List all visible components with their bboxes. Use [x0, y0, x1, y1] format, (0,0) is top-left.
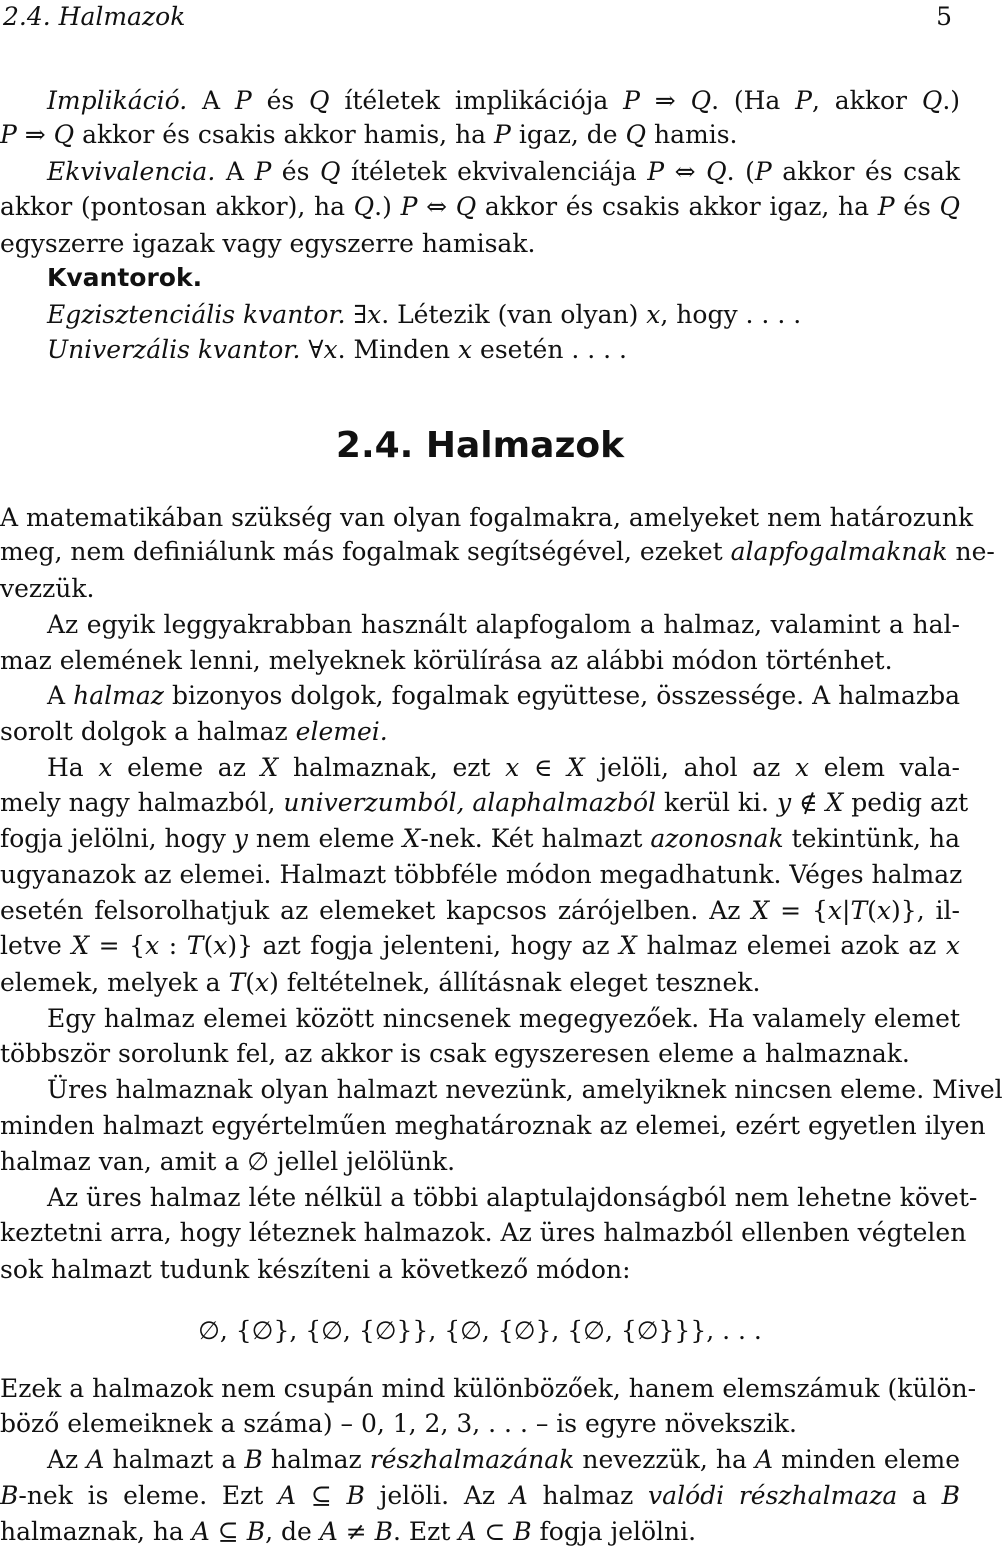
text-span: )} azt fogja jelenteni, hogy az — [227, 931, 620, 960]
text-line — [0, 715, 960, 749]
text-span: ∉ — [791, 788, 826, 817]
text-line — [0, 1253, 960, 1287]
text-span: Az — [47, 1445, 87, 1474]
text-span: ( — [245, 968, 255, 997]
text-span: tekintünk, ha — [783, 824, 960, 853]
text-span: halmaz — [262, 1445, 370, 1474]
text-span: ∈ — [519, 753, 567, 782]
text-span: böző elemeiknek a száma) – 0, 1, 2, 3, . . . – is egyre növekszik. — [0, 1409, 797, 1438]
text-line — [0, 894, 960, 928]
text-line — [47, 1002, 960, 1036]
text-span: , de — [265, 1517, 320, 1546]
text-span: x — [458, 335, 473, 364]
text-span: B — [0, 1481, 19, 1510]
text-span: halmaz elemei azok az — [636, 931, 946, 960]
text-span: minden halmazt egyértelműen meghatároznak az elemei, ezért egyetlen ilyen — [0, 1111, 986, 1140]
text-span: ⊆ — [209, 1517, 247, 1546]
text-span: P — [234, 86, 252, 115]
text-span: Q — [706, 157, 727, 186]
text-span: y — [233, 824, 248, 853]
text-span: T — [186, 931, 204, 960]
text-span: halmaz van, amit a ∅ jellel jelölünk. — [0, 1147, 456, 1176]
page-number: 5 — [936, 2, 952, 31]
text-span: hamis. — [646, 120, 738, 149]
text-span: )}, il- — [891, 896, 960, 925]
text-line — [0, 535, 995, 569]
text-span: ∃ — [345, 300, 368, 329]
text-span: akkor és csakis akkor hamis, ha — [74, 120, 495, 149]
text-span: bizonyos dolgok, fogalmak együttese, összessége. A halmazba — [163, 681, 960, 710]
text-span: elemek, melyek a — [0, 968, 229, 997]
text-span: jelöli, ahol az — [584, 753, 795, 782]
text-span: akkor és csakis akkor igaz, ha — [476, 192, 878, 221]
text-span: B — [244, 1445, 263, 1474]
text-span: x — [945, 931, 960, 960]
text-span: Q — [309, 86, 330, 115]
text-line — [47, 84, 960, 118]
text-span: A — [187, 86, 235, 115]
text-span: x — [505, 753, 520, 782]
text-span: P — [647, 157, 665, 186]
text-span: = { — [89, 931, 146, 960]
text-span: halmaz — [73, 681, 164, 710]
text-span: fogja jelölni. — [531, 1517, 697, 1546]
text-span: fogja jelölni, hogy — [0, 824, 234, 853]
text-span: ( — [203, 931, 214, 960]
text-span: | — [842, 896, 851, 925]
text-span: ≠ — [337, 1517, 375, 1546]
text-span: akkor (pontosan akkor), ha — [0, 192, 354, 221]
text-line — [0, 858, 963, 892]
text-span: B — [346, 1481, 365, 1510]
text-line — [47, 608, 960, 642]
text-span: ⇔ — [664, 157, 707, 186]
text-line — [0, 1216, 967, 1250]
text-span: A — [47, 681, 74, 710]
text-span: Q — [921, 86, 943, 115]
text-span: x — [213, 931, 228, 960]
text-span: T — [228, 968, 246, 997]
text-span: ugyanazok az elemei. Halmazt többféle módon megadhatunk. Véges halmaz — [0, 860, 963, 889]
text-line — [0, 1145, 960, 1179]
text-span: ( — [867, 896, 877, 925]
text-span: vezzük. — [0, 574, 95, 603]
text-span: P — [494, 120, 511, 149]
text-span: . Minden — [337, 335, 458, 364]
text-span: Egy halmaz elemei között nincsenek megegyezőek. Ha valamely elemet — [47, 1004, 960, 1033]
running-header-title: 2.4. Halmazok — [3, 2, 186, 31]
text-span: Q — [625, 120, 647, 149]
text-span: esetén . . . . — [472, 335, 627, 364]
text-span: Q — [690, 86, 712, 115]
text-span: P — [623, 86, 640, 115]
text-span: keztetni arra, hogy léteznek halmazok. Az üres halmazból ellenben végtelen — [0, 1218, 967, 1247]
text-line — [47, 298, 960, 332]
text-span: azonosnak — [650, 824, 784, 853]
text-span: x — [254, 968, 270, 997]
text-span: ne- — [947, 537, 995, 566]
text-span: : — [159, 931, 187, 960]
text-span: Q — [939, 192, 961, 221]
text-line — [47, 1181, 978, 1215]
text-span: elemei. — [295, 717, 388, 746]
text-line — [0, 1037, 960, 1071]
text-span: esetén felsorolhatjuk az elemeket kapcsos zárójelben. Az — [0, 896, 752, 925]
text-span: = { — [769, 896, 828, 925]
text-span: X — [825, 788, 844, 817]
text-span: Q — [353, 192, 375, 221]
text-span: Ekvivalencia. — [47, 157, 216, 186]
text-span: P — [754, 157, 772, 186]
text-line — [0, 644, 960, 678]
text-span: . Létezik (van olyan) — [381, 300, 647, 329]
text-span: halmaznak, ezt — [278, 753, 506, 782]
text-line — [0, 1479, 960, 1513]
text-span: többször sorolunk fel, az akkor is csak egyszeresen eleme a halmaznak. — [0, 1039, 910, 1068]
text-span: valódi részhalmaza — [648, 1481, 898, 1510]
text-line — [47, 1443, 960, 1477]
text-span: a — [897, 1481, 942, 1510]
text-span: A — [191, 1517, 210, 1546]
text-span: X — [71, 931, 90, 960]
text-span: . ( — [726, 157, 755, 186]
text-line — [47, 751, 960, 785]
text-line — [0, 572, 960, 606]
text-span: A — [86, 1445, 105, 1474]
text-line — [47, 261, 960, 295]
text-span: x — [367, 300, 382, 329]
text-span: univerzumból, alaphalmazból — [283, 788, 657, 817]
text-span: ítéletek implikációja — [329, 86, 624, 115]
text-span: P — [254, 157, 272, 186]
text-span: ítéletek ekvivalenciája — [340, 157, 648, 186]
text-span: Ha — [47, 753, 99, 782]
text-span: Egzisztenciális kvantor. — [47, 300, 346, 329]
text-span: halmaznak, ha — [0, 1517, 192, 1546]
text-line — [0, 501, 974, 535]
text-span: P — [0, 120, 17, 149]
text-line — [47, 155, 960, 189]
text-span: A — [754, 1445, 774, 1474]
text-span: nevezzük, ha — [574, 1445, 755, 1474]
text-span: pedig azt — [843, 788, 969, 817]
text-span: T — [850, 896, 868, 925]
text-line — [0, 966, 960, 1000]
text-span: Kvantorok. — [47, 263, 203, 292]
text-span: ⇒ — [639, 86, 691, 115]
text-span: maz elemének lenni, melyeknek körülírása az alábbi módon történhet. — [0, 646, 893, 675]
text-span: ⊆ — [296, 1481, 347, 1510]
text-span: Q — [319, 157, 341, 186]
text-line — [0, 118, 960, 152]
text-span: X — [260, 753, 279, 782]
text-span: ⇒ — [16, 120, 54, 149]
text-span: x — [646, 300, 661, 329]
text-line — [0, 786, 969, 820]
text-span: P — [795, 86, 812, 115]
text-span: x — [794, 753, 810, 782]
text-span: A — [215, 157, 255, 186]
text-span: P — [400, 192, 418, 221]
text-span: részhalmazának — [369, 1445, 575, 1474]
text-span: Q — [53, 120, 75, 149]
text-span: Q — [455, 192, 477, 221]
text-span: igaz, de — [510, 120, 626, 149]
text-line — [47, 333, 960, 367]
text-line — [0, 227, 960, 261]
text-span: B — [513, 1517, 532, 1546]
text-line — [0, 1109, 986, 1143]
text-span: x — [98, 753, 113, 782]
text-span: B — [246, 1517, 266, 1546]
text-line — [0, 929, 960, 963]
text-span: nem eleme — [247, 824, 403, 853]
text-span: Implikáció. — [47, 86, 188, 115]
text-span: ∅, {∅}, {∅, {∅}}, {∅, {∅}, {∅, {∅}}}, . . . — [198, 1316, 762, 1345]
text-span: , hogy . . . . — [660, 300, 802, 329]
text-span: és — [894, 192, 940, 221]
text-span: .) — [374, 192, 401, 221]
text-line — [0, 822, 960, 856]
text-span: ⊂ — [476, 1517, 514, 1546]
text-span: x — [145, 931, 160, 960]
text-span: halmazt a — [104, 1445, 245, 1474]
text-span: alapfogalmaknak — [730, 537, 948, 566]
text-span: sok halmazt tudunk készíteni a következő módon: — [0, 1255, 631, 1284]
text-span: , akkor — [811, 86, 922, 115]
text-span: jelöli. Az — [364, 1481, 510, 1510]
text-span: és — [271, 157, 320, 186]
text-span: X — [619, 931, 637, 960]
text-span: elem vala- — [809, 753, 960, 782]
text-span: y — [776, 788, 792, 817]
text-span: X — [566, 753, 585, 782]
text-span: A — [319, 1517, 338, 1546]
text-line — [0, 190, 960, 224]
text-span: ⇔ — [417, 192, 456, 221]
text-span: X — [402, 824, 421, 853]
text-span: mely nagy halmazból, — [0, 788, 284, 817]
text-span: -nek. Két halmazt — [420, 824, 651, 853]
text-span: akkor és csak — [771, 157, 961, 186]
section-heading: 2.4. Halmazok — [335, 425, 625, 466]
text-span: meg, nem definiálunk más fogalmak segítségével, ezeket — [0, 537, 731, 566]
text-span: Univerzális kvantor. — [47, 335, 301, 364]
text-line — [0, 1314, 960, 1348]
text-span: ∀ — [300, 335, 324, 364]
text-span: -nek is eleme. Ezt — [18, 1481, 279, 1510]
text-span: x — [323, 335, 338, 364]
text-span: B — [941, 1481, 960, 1510]
text-line — [0, 1372, 977, 1406]
text-span: A — [458, 1517, 477, 1546]
text-span: A — [509, 1481, 528, 1510]
text-span: ) feltételnek, állításnak eleget tesznek. — [269, 968, 761, 997]
text-line — [47, 1073, 1003, 1107]
text-span: A matematikában szükség van olyan fogalmakra, amelyeket nem határozunk — [0, 503, 974, 532]
text-span: . Ezt — [393, 1517, 459, 1546]
text-span: minden eleme — [773, 1445, 961, 1474]
text-span: A — [278, 1481, 297, 1510]
text-span: letve — [0, 931, 72, 960]
text-span: Üres halmaznak olyan halmazt nevezünk, amelyiknek nincsen eleme. Mivel — [47, 1075, 1003, 1104]
text-line — [0, 1407, 960, 1441]
text-span: x — [876, 896, 892, 925]
text-span: P — [877, 192, 895, 221]
text-span: Az egyik leggyakrabban használt alapfogalom a halmaz, valamint a hal- — [47, 610, 960, 639]
text-span: . (Ha — [711, 86, 796, 115]
text-span: halmaz — [527, 1481, 649, 1510]
text-span: egyszerre igazak vagy egyszerre hamisak. — [0, 229, 536, 258]
text-span: és — [251, 86, 310, 115]
text-span: B — [374, 1517, 393, 1546]
text-span: sorolt dolgok a halmaz — [0, 717, 296, 746]
text-span: Ezek a halmazok nem csupán mind különbözőek, hanem elemszámuk (külön- — [0, 1374, 977, 1403]
text-line — [0, 1515, 960, 1549]
text-span: eleme az — [112, 753, 261, 782]
text-span: Az üres halmaz léte nélkül a többi alaptulajdonságból nem lehetne követ- — [47, 1183, 978, 1212]
text-line — [47, 679, 960, 713]
text-span: .) — [942, 86, 961, 115]
text-span: kerül ki. — [656, 788, 777, 817]
text-span: x — [827, 896, 843, 925]
text-span: X — [751, 896, 770, 925]
